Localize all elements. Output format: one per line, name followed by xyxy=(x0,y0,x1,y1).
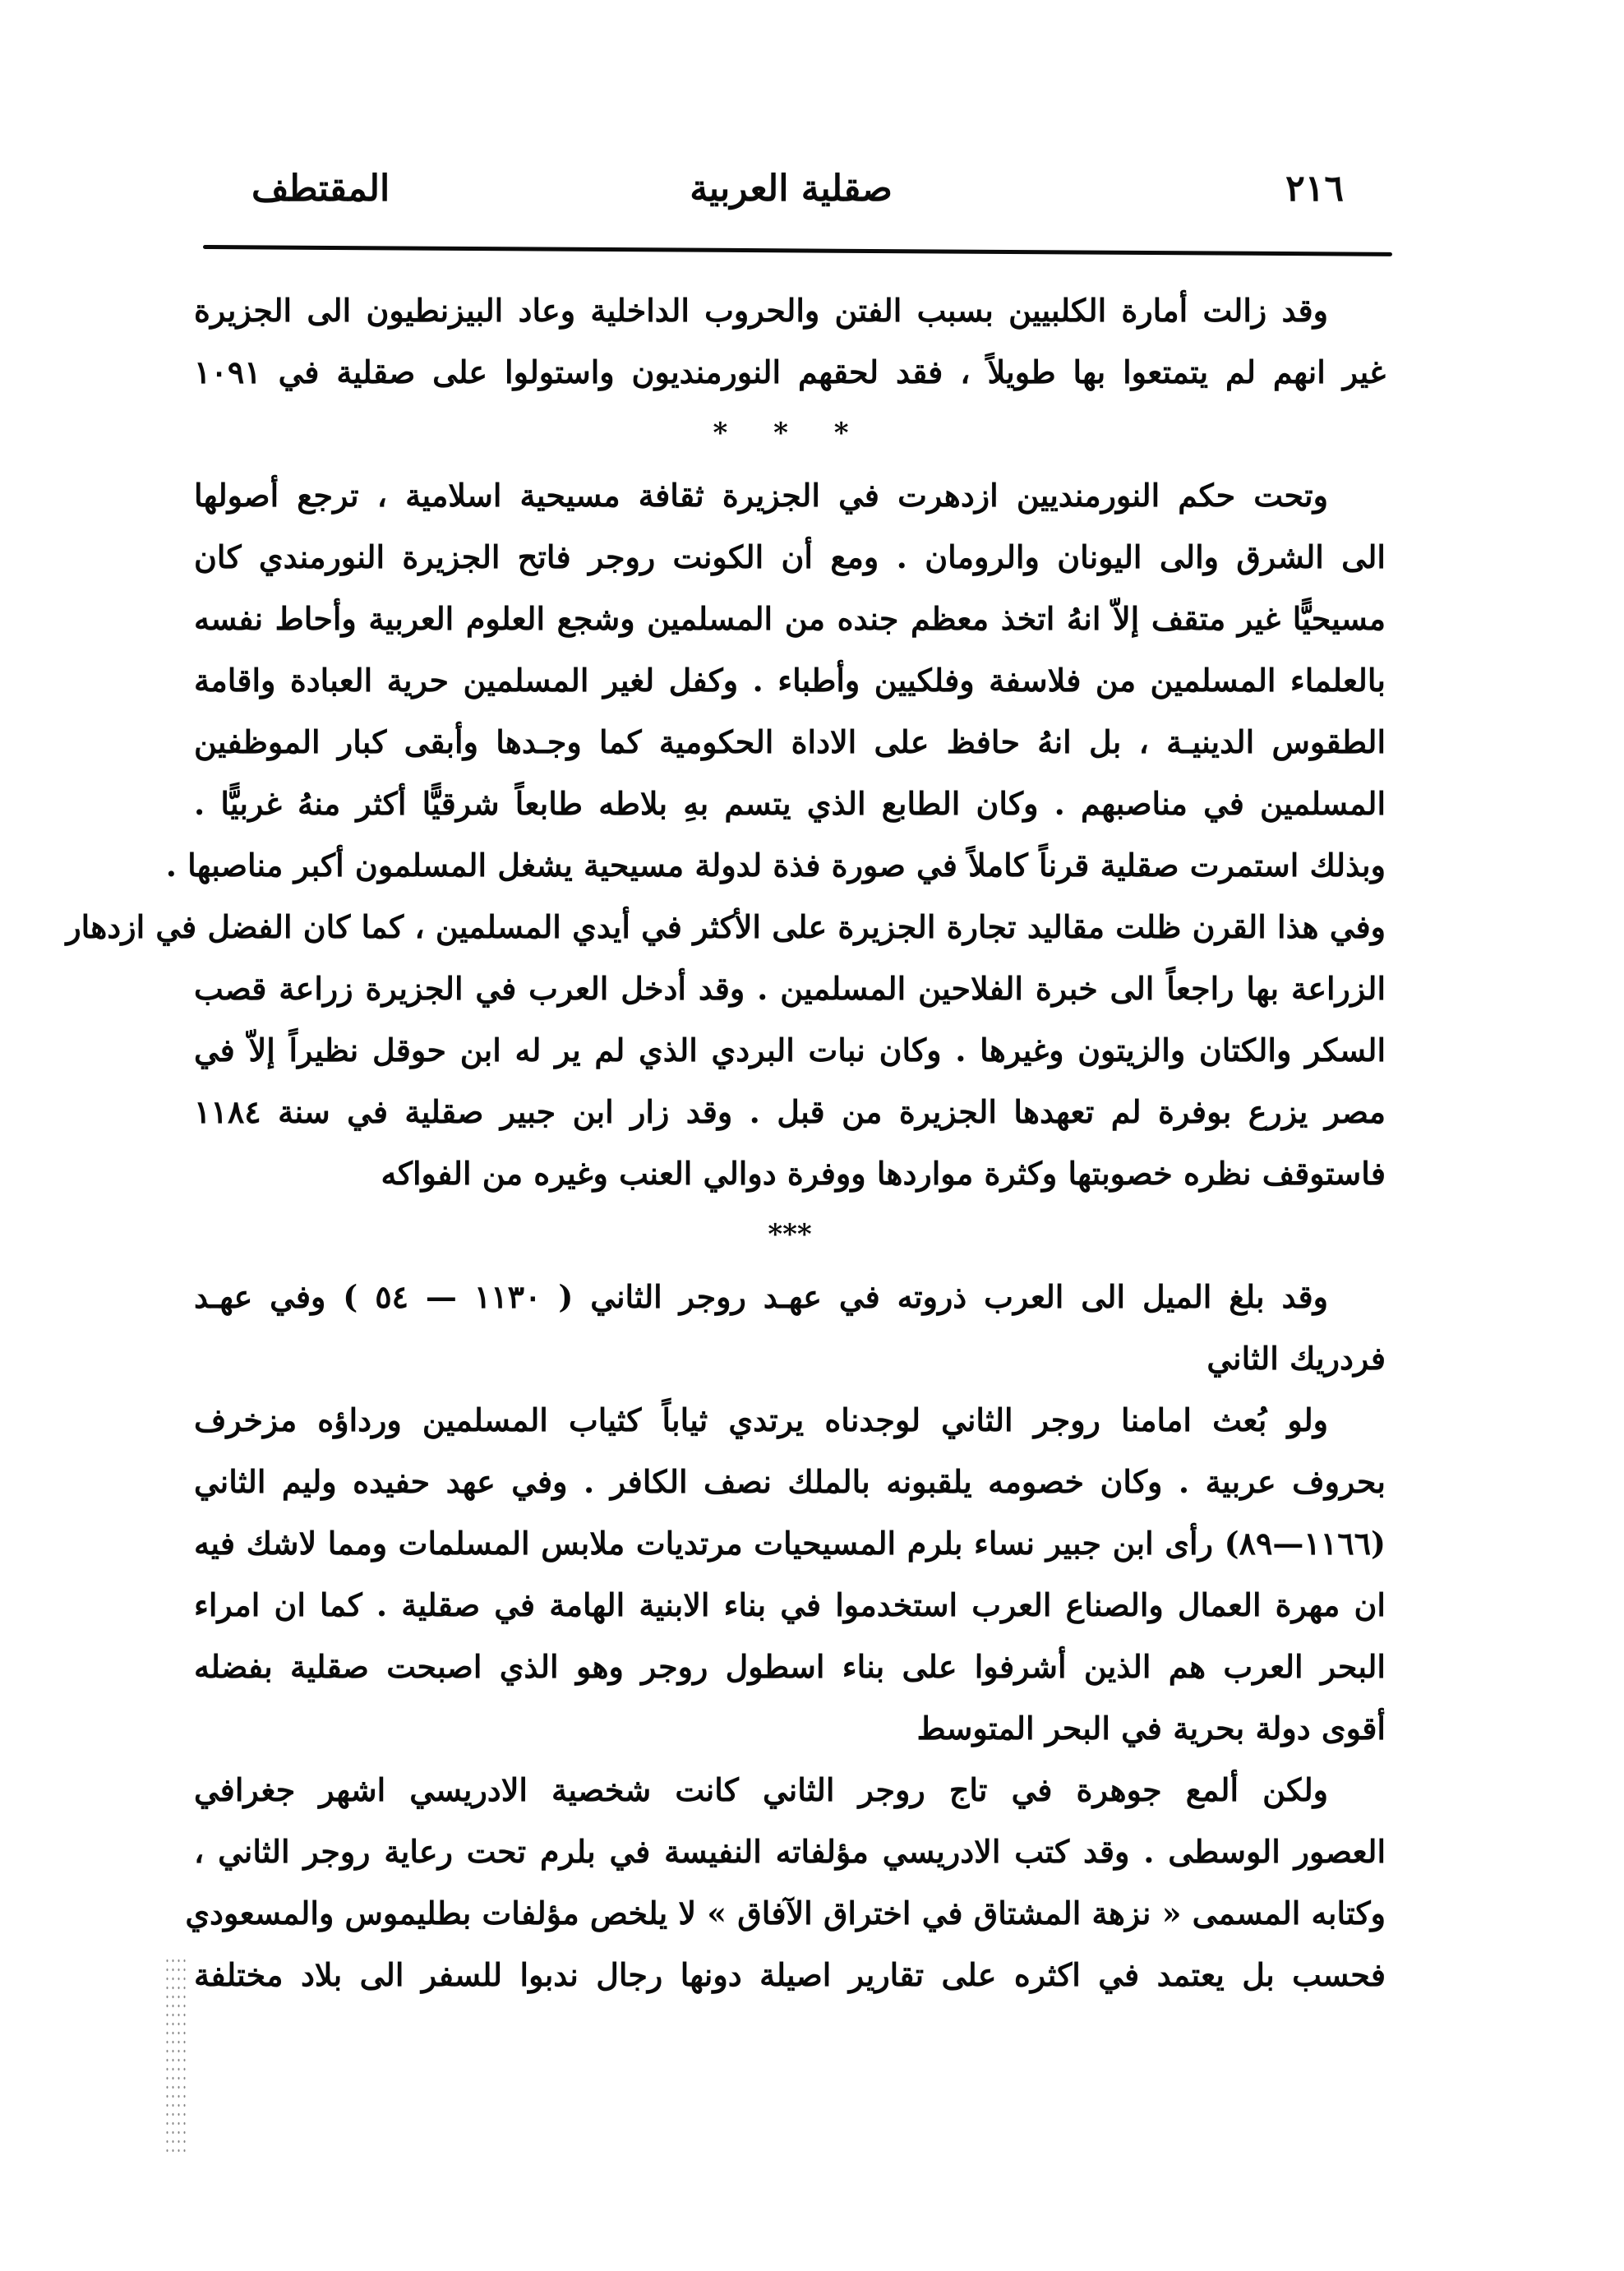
text-line: الى الشرق والى اليونان والرومان . ومع أن الكونت روجر فاتح الجزيرة النورمندي كان xyxy=(194,538,1386,575)
text-line: أقوى دولة بحرية في البحر المتوسط xyxy=(916,1710,1386,1747)
text-line: ان مهرة العمال والصناع العرب استخدموا في بناء الابنية الهامة في صقلية . كما ان امراء xyxy=(194,1586,1386,1623)
text-line: البحر العرب هم الذين أشرفوا على بناء اسطول روجر وهو الذي اصبحت صقلية بفضله xyxy=(194,1648,1386,1685)
text-line: المسلمين في مناصبهم . وكان الطابع الذي يتسم بهِ بلاطه طابعاً شرقيًّا أكثر منهُ غربيًّا . xyxy=(194,785,1386,822)
text-line: (١١٦٦—٨٩) رأى ابن جبير نساء بلرم المسيحيات مرتديات ملابس المسلمات ومما لاشك فيه xyxy=(194,1525,1386,1562)
journal-name: المقتطف xyxy=(251,168,390,210)
text-line: فاستوقف نظره خصوبتها وكثرة مواردها ووفرة دوالي العنب وغيره من الفواكه xyxy=(381,1155,1386,1192)
header-rule xyxy=(203,245,1392,256)
text-line: فحسب بل يعتمد في اكثره على تقارير اصيلة دونها رجال ندبوا للسفر الى بلاد مختلفة xyxy=(194,1956,1386,1993)
article-title: صقلية العربية xyxy=(690,168,893,210)
running-head xyxy=(197,156,1385,222)
text-line: العصور الوسطى . وقد كتب الادريسي مؤلفاته النفيسة في بلرم تحت رعاية روجر الثاني ، xyxy=(194,1833,1386,1870)
page-number: ٢١٦ xyxy=(1285,168,1344,210)
text-line: غير انهم لم يتمتعوا بها طويلاً ، فقد لحقهم النورمنديون واستولوا على صقلية في ١٠٩١ xyxy=(194,353,1386,390)
text-line: وقد بلغ الميل الى العرب ذروته في عهـد روجر الثاني ( ١١٣٠ — ٥٤ ) وفي عهـد xyxy=(194,1278,1328,1315)
text-line: ولو بُعث امامنا روجر الثاني لوجدناه يرتدي ثياباً كثياب المسلمين ورداؤه مزخرف xyxy=(194,1401,1328,1438)
text-line: وقد زالت أمارة الكلبيين بسبب الفتن والحروب الداخلية وعاد البيزنطيون الى الجزيرة xyxy=(194,292,1328,329)
text-line: بحروف عربية . وكان خصومه يلقبونه بالملك نصف الكافر . وفي عهد حفيده وليم الثاني xyxy=(194,1463,1386,1500)
text-line: السكر والكتان والزيتون وغيرها . وكان نبات البردي الذي لم ير له ابن حوقل نظيراً إلاّ في xyxy=(194,1032,1386,1069)
text-line: وفي هذا القرن ظلت مقاليد تجارة الجزيرة على الأكثر في أيدي المسلمين ، كما كان الفضل في ازدهار xyxy=(66,908,1386,945)
article-body xyxy=(66,279,1386,2006)
scan-speckle-noise xyxy=(164,1956,187,2153)
text-line: مصر يزرع بوفرة لم تعهدها الجزيرة من قبل . وقد زار ابن جبير صقلية في سنة ١١٨٤ xyxy=(194,1093,1386,1130)
text-line: الزراعة بها راجعاً الى خبرة الفلاحين المسلمين . وقد أدخل العرب في الجزيرة زراعة قصب xyxy=(194,970,1386,1007)
text-line: مسيحيًّا غير متقف إلاّ انهُ اتخذ معظم جنده من المسلمين وشجع العلوم العربية وأحاط نفسه xyxy=(194,600,1386,637)
text-line: بالعلماء المسلمين من فلاسفة وفلكيين وأطباء . وكفل لغير المسلمين حرية العبادة واقامة xyxy=(194,662,1386,699)
text-line: فردريك الثاني xyxy=(1206,1340,1386,1377)
text-line: ولكن ألمع جوهرة في تاج روجر الثاني كانت شخصية الادريسي اشهر جغرافي xyxy=(194,1771,1328,1808)
section-divider-stars: *** xyxy=(768,1218,812,1251)
text-line: وتحت حكم النورمنديين ازدهرت في الجزيرة ثقافة مسيحية اسلامية ، ترجع أصولها xyxy=(194,477,1328,514)
text-line: وكتابه المسمى « نزهة المشتاق في اختراق الآفاق » لا يلخص مؤلفات بطليموس والمسعودي xyxy=(185,1895,1386,1932)
section-divider-stars: * * * xyxy=(713,417,867,450)
text-line: الطقوس الدينيـة ، بل انهُ حافظ على الاداة الحكومية كما وجـدها وأبقى كبار الموظفين xyxy=(194,723,1386,760)
text-line: وبذلك استمرت صقلية قرناً كاملاً في صورة فذة لدولة مسيحية يشغل المسلمون أكبر مناصبها . xyxy=(165,847,1386,884)
